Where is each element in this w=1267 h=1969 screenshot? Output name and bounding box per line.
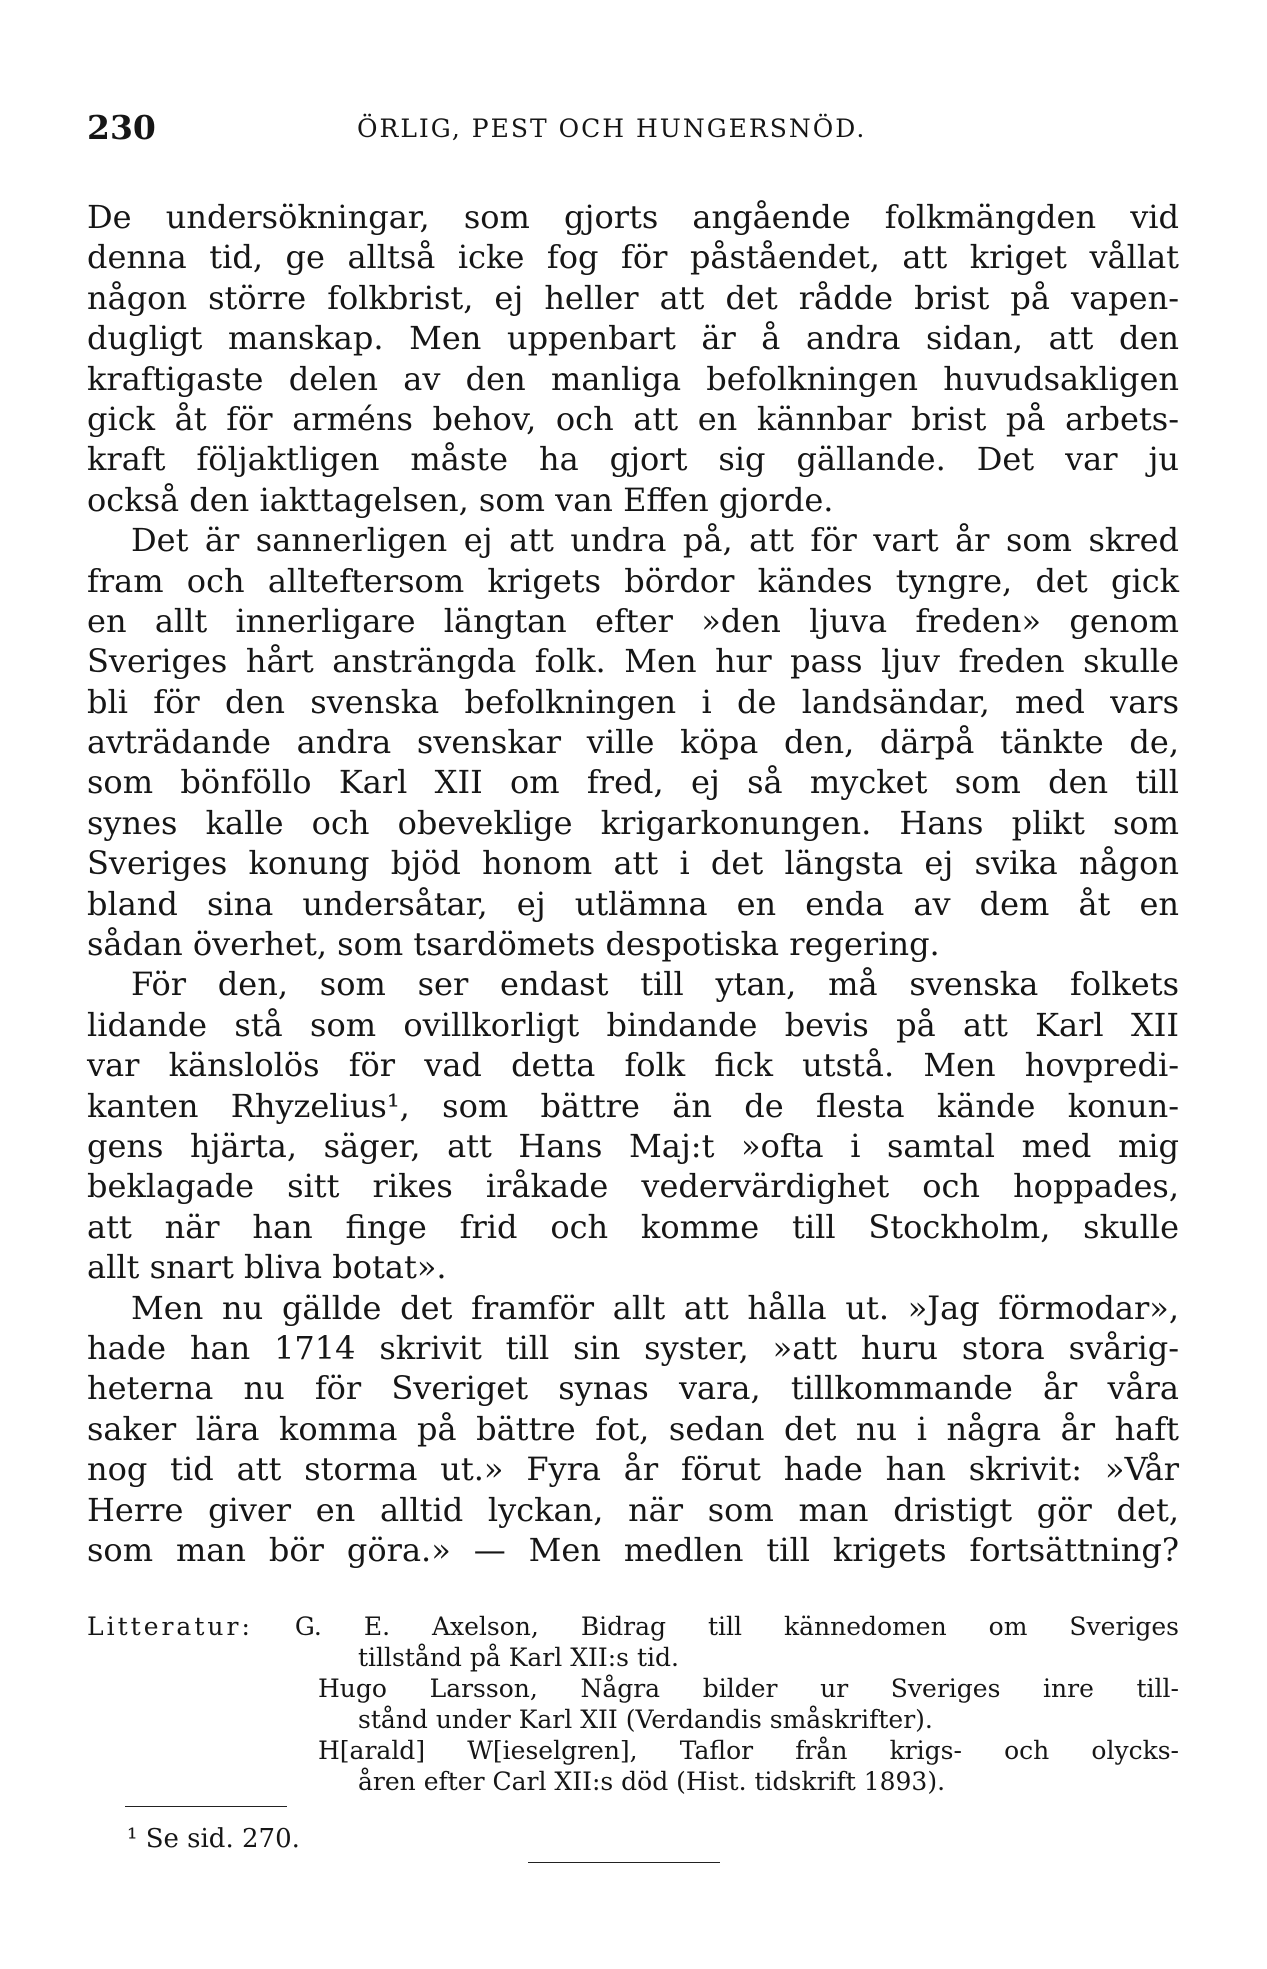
- text-line: Sveriges konung bjöd honom att i det längsta ej svika någon: [87, 844, 1179, 883]
- text-line: bli för den svenska befolkningen i de landsändar, med vars: [87, 682, 1179, 721]
- literature-entry-cont: åren efter Carl XII:s död (Hist. tidskrift 1893).: [358, 1767, 946, 1796]
- literature-label: Litteratur:: [87, 1612, 253, 1641]
- literature-entry: H[arald] W[ieselgren], Taflor från krigs- och olycks-: [318, 1736, 1179, 1765]
- text-line: kraftigaste delen av den manliga befolkningen huvudsakligen: [87, 359, 1179, 398]
- footnote-divider: [125, 1806, 287, 1807]
- end-rule: [528, 1862, 720, 1863]
- text-line: För den, som ser endast till ytan, må svenska folkets: [131, 965, 1179, 1004]
- text-line: synes kalle och obeveklige krigarkonungen. Hans plikt som: [87, 803, 1179, 842]
- text-line: som man bör göra.» — Men medlen till krigets fortsättning?: [87, 1530, 1179, 1569]
- text-line: De undersökningar, som gjorts angående folkmängden vid: [87, 198, 1179, 236]
- literature-entry-cont: tillstånd på Karl XII:s tid.: [358, 1643, 679, 1672]
- text-line: heterna nu för Sveriget synas vara, tillkommande år våra: [87, 1369, 1179, 1408]
- text-line: gick åt för arméns behov, och att en kännbar brist på arbets-: [87, 399, 1179, 438]
- literature-entry: Hugo Larsson, Några bilder ur Sveriges inre till-: [318, 1674, 1179, 1703]
- text-line: var känslolös för vad detta folk fick utstå. Men hovpredi-: [87, 1046, 1179, 1085]
- footnote: ¹ Se sid. 270.: [127, 1824, 300, 1854]
- text-line: dugligt manskap. Men uppenbart är å andra sidan, att den: [87, 319, 1179, 358]
- text-line: kraft följaktligen måste ha gjort sig gällande. Det var ju: [87, 440, 1179, 479]
- text-line: som bönföllo Karl XII om fred, ej så mycket som den till: [87, 763, 1179, 802]
- literature-entry: [87, 1611, 1179, 1642]
- text-line: hade han 1714 skrivit till sin syster, »att huru stora svårig-: [87, 1328, 1179, 1367]
- text-line: fram och allteftersom krigets bördor kändes tyngre, det gick: [87, 561, 1179, 600]
- text-line: gens hjärta, säger, att Hans Maj:t »ofta i samtal med mig: [87, 1126, 1179, 1165]
- text-line: Men nu gällde det framför allt att hålla ut. »Jag förmodar»,: [131, 1288, 1179, 1327]
- text-line: allt snart bliva botat».: [87, 1248, 447, 1287]
- text-line: Herre giver en alltid lyckan, när som man dristigt gör det,: [87, 1490, 1179, 1529]
- literature-entry-text: G. E. Axelson, Bidrag till kännedomen om Sveriges: [294, 1612, 1179, 1641]
- text-line: Det är sannerligen ej att undra på, att för vart år som skred: [131, 521, 1179, 560]
- text-line: beklagade sitt rikes iråkade vedervärdighet och hoppades,: [87, 1167, 1179, 1206]
- text-line: avträdande andra svenskar ville köpa den, därpå tänkte de,: [87, 723, 1179, 762]
- text-line: en allt innerligare längtan efter »den ljuva freden» genom: [87, 601, 1179, 640]
- text-line: denna tid, ge alltså icke fog för påståendet, att kriget vållat: [87, 238, 1179, 277]
- text-line: kanten Rhyzelius¹, som bättre än de flesta kände konun-: [87, 1086, 1179, 1125]
- text-line: lidande stå som ovillkorligt bindande bevis på att Karl XII: [87, 1005, 1179, 1044]
- text-line: nog tid att storma ut.» Fyra år förut hade han skrivit: »Vår: [87, 1450, 1179, 1489]
- body-text: [87, 197, 1179, 1570]
- text-line: också den iakttagelsen, som van Effen gjorde.: [87, 480, 834, 519]
- text-line: bland sina undersåtar, ej utlämna en enda av dem åt en: [87, 884, 1179, 923]
- text-line: Sveriges hårt ansträngda folk. Men hur pass ljuv freden skulle: [87, 642, 1179, 681]
- text-line: sådan överhet, som tsardömets despotiska regering.: [87, 925, 940, 964]
- text-line: saker lära komma på bättre fot, sedan det nu i några år haft: [87, 1409, 1179, 1448]
- literature-entry-cont: stånd under Karl XII (Verdandis småskrifter).: [358, 1705, 933, 1734]
- text-line: någon större folkbrist, ej heller att det rådde brist på vapen-: [87, 278, 1179, 317]
- literature-list: [87, 1611, 1179, 1797]
- text-line: att när han finge frid och komme till Stockholm, skulle: [87, 1207, 1179, 1246]
- running-head: ÖRLIG, PEST OCH HUNGERSNÖD.: [357, 114, 867, 143]
- page-header: [87, 108, 1179, 148]
- page-number: 230: [87, 108, 156, 147]
